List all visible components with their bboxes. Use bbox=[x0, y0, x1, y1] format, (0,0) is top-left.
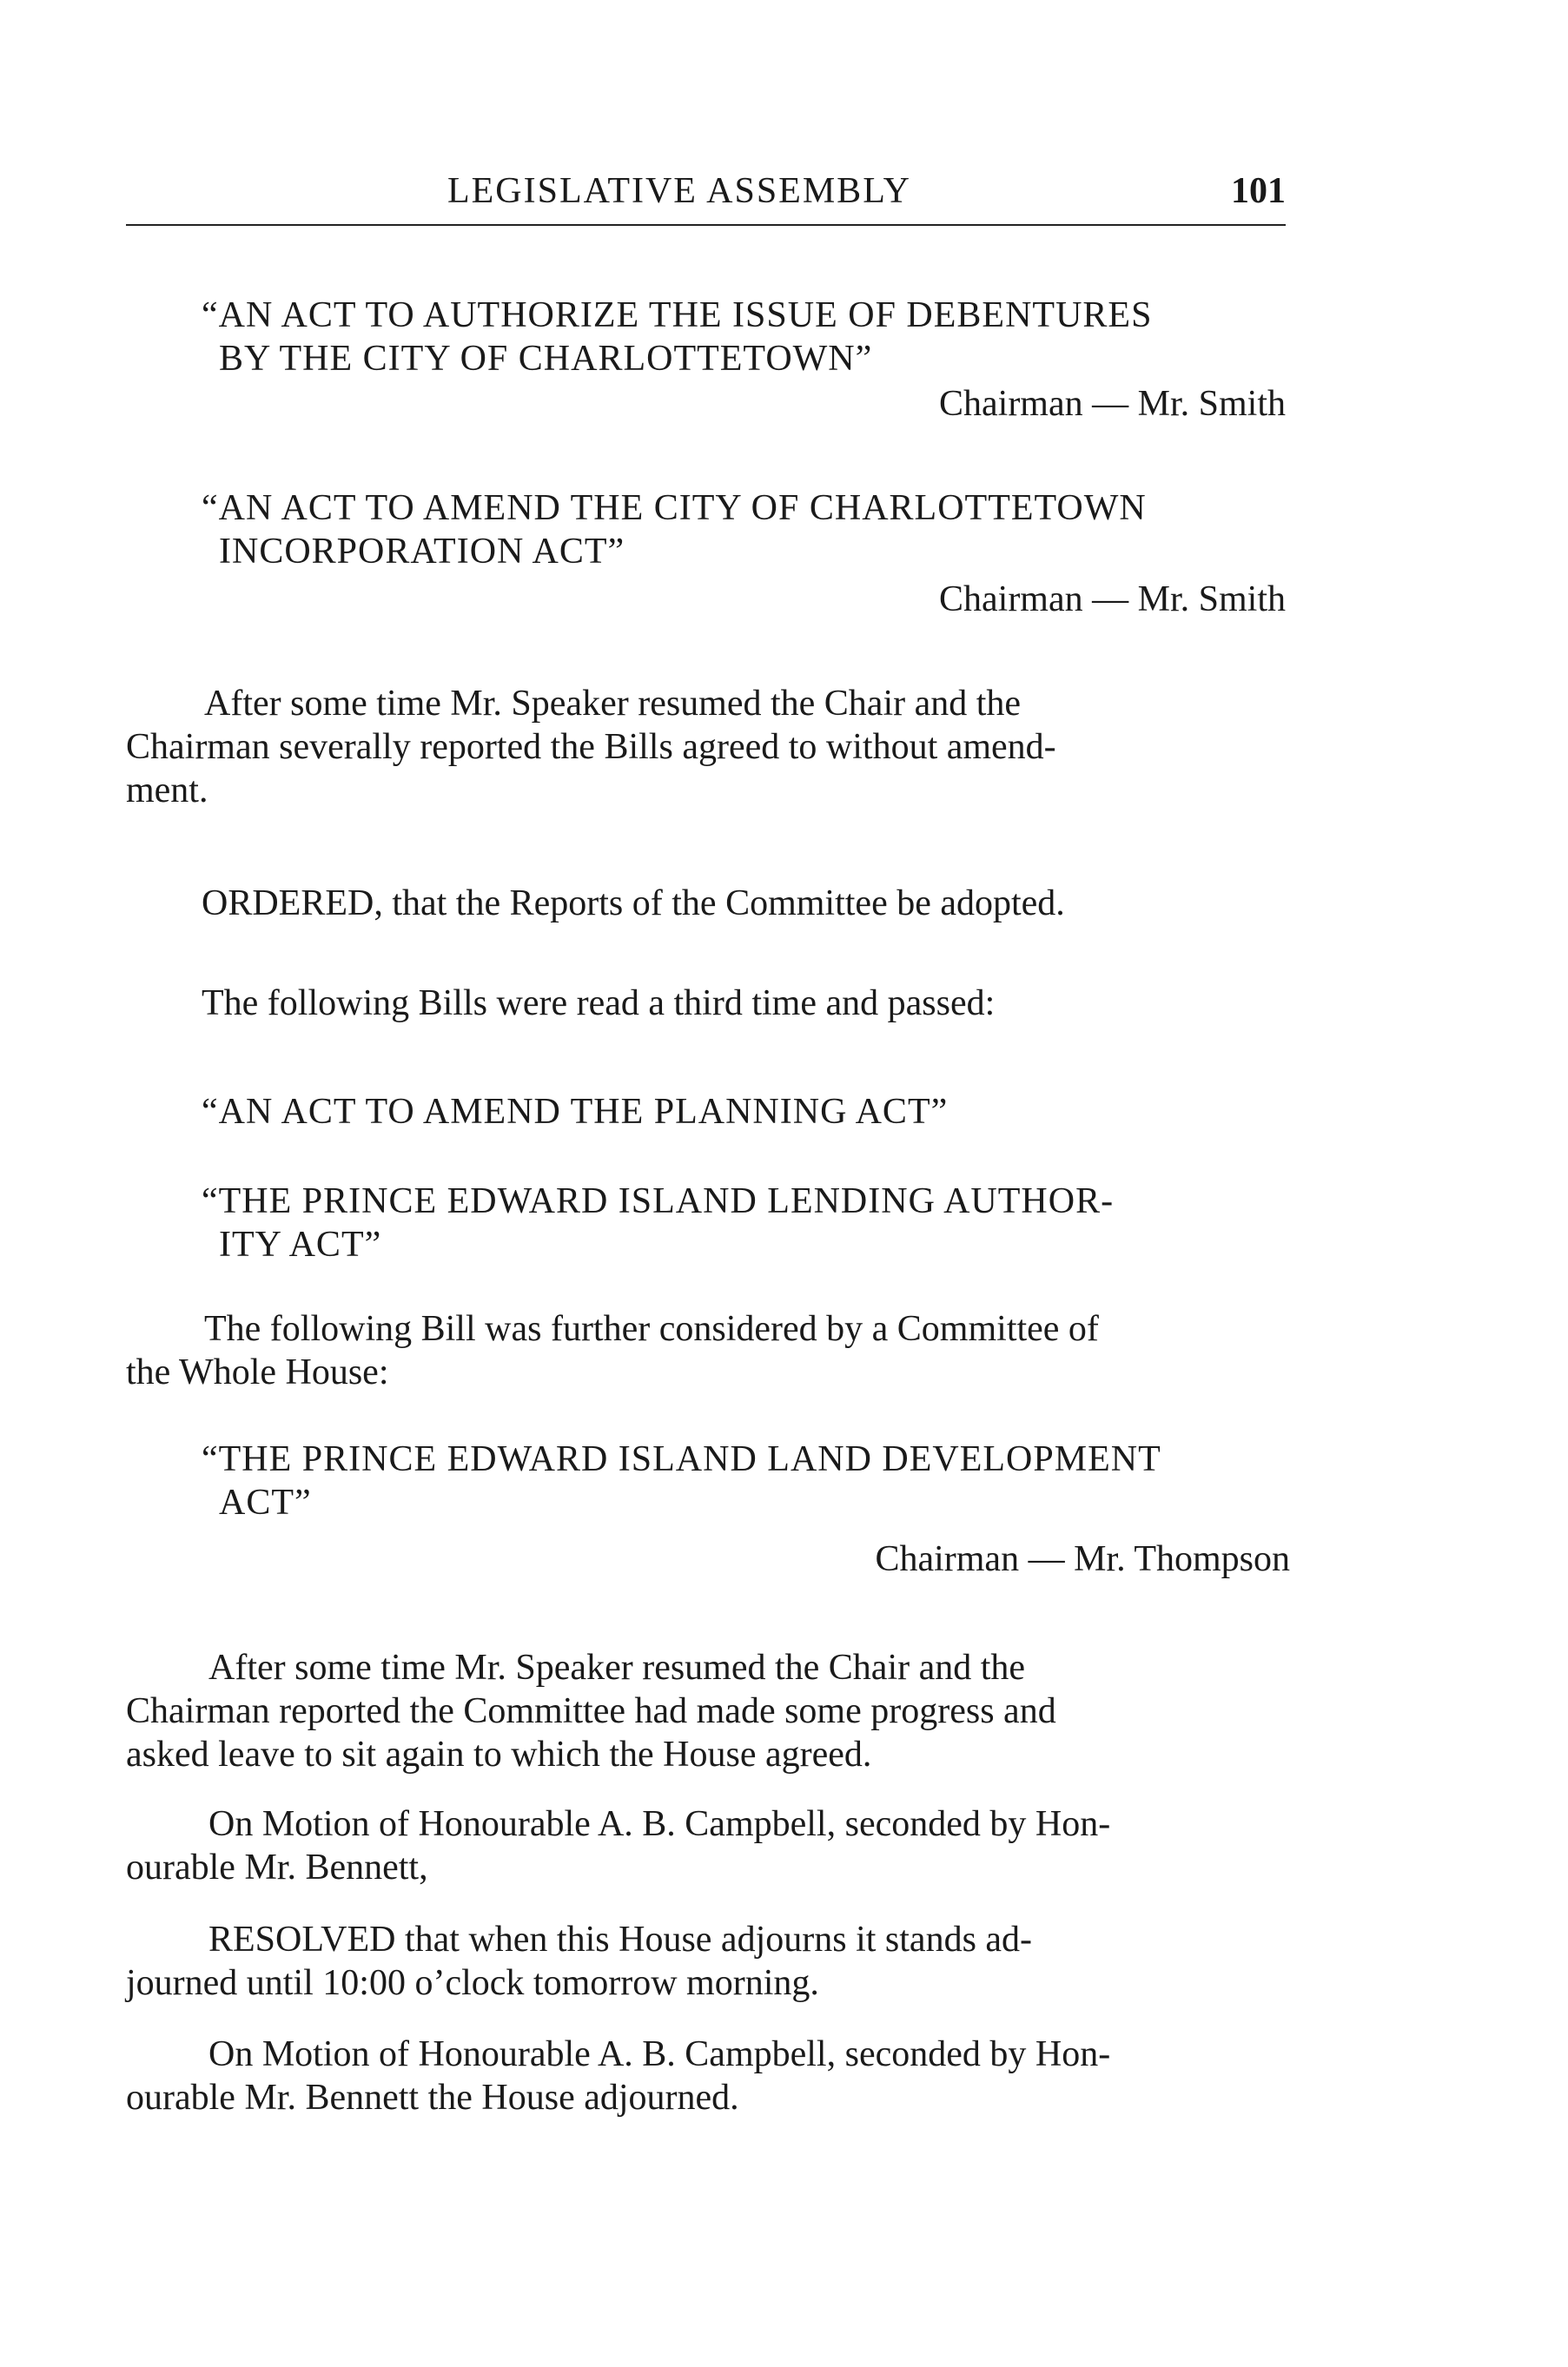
adjournment-paragraph bbox=[126, 2033, 1286, 2119]
paragraph-line: On Motion of Honourable A. B. Campbell, seconded by Hon- bbox=[208, 1804, 1111, 1844]
bill-title-line: “AN ACT TO AMEND THE PLANNING ACT” bbox=[202, 1092, 949, 1132]
page-header bbox=[126, 170, 1286, 231]
committee-intro bbox=[126, 1307, 1286, 1394]
bill-title-line: “THE PRINCE EDWARD ISLAND LAND DEVELOPMENT bbox=[202, 1439, 1161, 1479]
ordered-line: ORDERED, that the Reports of the Committee be adopted. bbox=[202, 883, 1065, 923]
header-rule bbox=[126, 224, 1286, 226]
bill-title bbox=[202, 1090, 1287, 1134]
report-paragraph bbox=[126, 682, 1286, 812]
bill-title bbox=[202, 1180, 1287, 1266]
bill-title bbox=[202, 486, 1287, 573]
paragraph-line: ourable Mr. Bennett, bbox=[126, 1848, 428, 1888]
bill-title-line: ITY ACT” bbox=[219, 1225, 382, 1265]
paragraph-line: After some time Mr. Speaker resumed the Chair and the bbox=[204, 684, 1022, 724]
paragraph-line: journed until 10:00 o’clock tomorrow morning. bbox=[126, 1963, 819, 2003]
progress-paragraph bbox=[126, 1646, 1286, 1776]
motion-paragraph bbox=[126, 1802, 1286, 1889]
bill-title bbox=[202, 294, 1287, 380]
bill-title-line: “AN ACT TO AMEND THE CITY OF CHARLOTTETOWN bbox=[202, 488, 1147, 528]
bill-title-line: INCORPORATION ACT” bbox=[219, 532, 625, 572]
paragraph-line: the Whole House: bbox=[126, 1352, 389, 1392]
bill-title-line: “AN ACT TO AUTHORIZE THE ISSUE OF DEBENTURES bbox=[202, 295, 1153, 335]
paragraph-line: asked leave to sit again to which the House agreed. bbox=[126, 1735, 872, 1775]
chairman-line: Chairman — Mr. Smith bbox=[939, 384, 1286, 424]
paragraph-line: RESOLVED that when this House adjourns it stands ad- bbox=[208, 1920, 1033, 1960]
bill-title-line: ACT” bbox=[219, 1483, 312, 1523]
bill-title-line: “THE PRINCE EDWARD ISLAND LENDING AUTHOR- bbox=[202, 1181, 1115, 1221]
paragraph-line: The following Bill was further considered by a Committee of bbox=[204, 1309, 1099, 1349]
chairman-line: Chairman — Mr. Thompson bbox=[875, 1539, 1290, 1579]
paragraph-line: Chairman severally reported the Bills agreed to without amend- bbox=[126, 727, 1056, 767]
third-reading-intro: The following Bills were read a third time and passed: bbox=[202, 983, 996, 1023]
chairman-line: Chairman — Mr. Smith bbox=[939, 579, 1286, 619]
bill-title bbox=[202, 1438, 1287, 1524]
paragraph-line: Chairman reported the Committee had made some progress and bbox=[126, 1691, 1056, 1731]
page-number: 101 bbox=[1231, 171, 1286, 211]
paragraph-line: On Motion of Honourable A. B. Campbell, seconded by Hon- bbox=[208, 2034, 1111, 2074]
paragraph-line: ourable Mr. Bennett the House adjourned. bbox=[126, 2078, 739, 2118]
resolved-paragraph bbox=[126, 1918, 1286, 2005]
paragraph-line: ment. bbox=[126, 770, 208, 810]
paragraph-line: After some time Mr. Speaker resumed the Chair and the bbox=[208, 1648, 1026, 1688]
bill-title-line: BY THE CITY OF CHARLOTTETOWN” bbox=[219, 339, 873, 379]
running-title: LEGISLATIVE ASSEMBLY bbox=[447, 171, 911, 211]
